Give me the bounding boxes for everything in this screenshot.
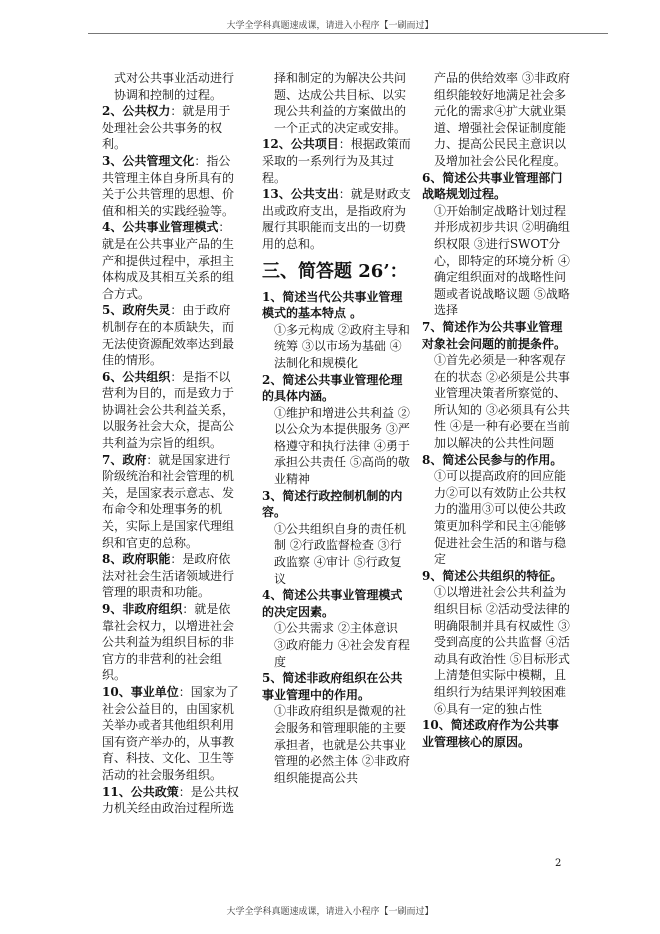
term-definition: ：就是国家进行阶级统治和社会管理的机关，是国家表示意志、发布命令和处理事务的机关，实际上是国家代理组织和官吏的总称。 [102, 452, 235, 550]
term-item [102, 684, 242, 784]
term-definition: ：是公共权力机关经由政治过程所选 [102, 784, 239, 816]
answer: ①维护和增进公共利益 ②以公众为本提供服务 ③严格遵守和执行法律 ④勇于承担公共责任 ⑤高尚的敬业精神 [274, 405, 410, 487]
continuation-text: 择和制定的为解决公共问题、达成公共目标、以实现公共利益的方案做出的一个正式的决定或安排。 [274, 71, 407, 135]
question: 7、简述作为公共事业管理对象社会问题的前提条件。 [422, 319, 567, 351]
term-definition: ：就是在公共事业产品的生产和提供过程中，承担主体构成及其相互关系的组合方式。 [102, 220, 235, 301]
answer: ①多元构成 ②政府主导和统筹 ③以市场为基础 ④法制化和规模化 [274, 322, 410, 370]
answer: ①公共组织自身的责任机制 ②行政监督检查 ③行政监察 ④审计 ⑤行政复议 [274, 521, 407, 586]
term-item [102, 103, 242, 153]
term-label: 8、政府职能 [102, 552, 171, 567]
column-1 [102, 70, 242, 817]
page-number: 2 [555, 858, 562, 869]
column-2 [262, 70, 412, 786]
term-label: 7、政府 [102, 452, 147, 467]
term-item [102, 601, 242, 684]
term-item [102, 551, 242, 601]
term-definition: ：就是财政支出或政府支出，是指政府为履行其职能而支出的一切费用的总和。 [262, 187, 411, 251]
answer: ①以增进社会公共利益为组织目标 ②活动受法律的明确限制并具有权威性 ③受到高度的公共监督 ④活动具有政治性 ⑤目标形式上清楚但实际中模糊，且组织行为结果评判较困难 ⑥具有一定的独占性 [434, 585, 570, 716]
header-rule [88, 33, 608, 34]
question: 3、简述行政控制机制的内容。 [262, 488, 403, 520]
page-header: 大学全学科真题速成课，请进入小程序【一刷而过】 [226, 21, 434, 31]
term-label: 3、公共管理文化 [102, 153, 195, 168]
term-item [102, 153, 242, 219]
term-label: 2、公共权力 [102, 104, 171, 119]
question: 10、简述政府作为公共事业管理核心的原因。 [422, 718, 559, 749]
continuation-text: 产品的供给效率 ③非政府组织能较好地满足社会多元化的需求④扩大就业渠道、增强社会保证制度能力、提高公民民主意识以及增加社会公民化程度。 [434, 71, 570, 168]
answer: ①开始制定战略计划过程并形成初步共识 ②明确组织权限 ③进行SWOT分心，即特定的环境分析 ④确定组织面对的战略性问题或者说战略议题 ⑤战略选择 [434, 203, 570, 318]
term-definition: ：根据政策而采取的一系列行为及其过程。 [262, 137, 411, 185]
answer: ①非政府组织是微观的社会服务和管理职能的主要承担者，也就是公共事业管理的必然主体 ②非政府组织能提高公共 [274, 704, 410, 785]
term-definition: ：指公共管理主体自身所具有的关于公共管理的思想、价值和相关的实践经验等。 [102, 153, 235, 218]
term-definition: ：就是依靠社会权力，以增进社会公共利益为组织目标的非官方的非营利的社会组织。 [102, 602, 235, 683]
term-definition: ：由于政府机制存在的本质缺失，而无法使资源配效率达到最佳的情形。 [102, 303, 235, 368]
question: 1、简述当代公共事业管理模式的基本特点 。 [262, 289, 403, 321]
question: 6、简述公共事业管理部门战略规划过程。 [422, 170, 563, 202]
term-item [102, 369, 242, 452]
question: 4、简述公共事业管理模式的决定因素。 [262, 588, 403, 619]
page-footer: 大学全学科真题速成课，请进入小程序【一刷而过】 [226, 907, 434, 917]
term-label: 12、公共项目 [262, 137, 339, 152]
term-label: 10、事业单位 [102, 684, 179, 699]
continuation-text: 式对公共事业活动进行协调和控制的过程。 [114, 71, 235, 102]
term-item [102, 219, 242, 302]
term-definition: ：国家为了社会公益目的，由国家机关举办或者其他组织利用国有资产举办的，从事教育、科技、文化、卫生等活动的社会服务组织。 [102, 684, 239, 782]
term-definition: ：是政府依法对社会生活诸领域进行管理的职责和功能。 [102, 552, 235, 600]
question: 2、简述公共事业管理伦理的具体内涵。 [262, 372, 403, 404]
section-title: 三、简答题 26’： [262, 260, 408, 282]
term-item [262, 186, 412, 252]
term-item [102, 784, 242, 817]
column-3 [422, 70, 570, 750]
term-label: 5、政府失灵 [102, 303, 171, 318]
question: 8、简述公民参与的作用。 [422, 452, 563, 467]
answer: ①首先必须是一种客观存在的状态 ②必须是公共事业管理决策者所察觉的、所认知的 ③必须具有公共性 ④是一种有必要在当前加以解决的公共性问题 [434, 353, 570, 451]
term-label: 13、公共支出 [262, 187, 339, 202]
term-item [262, 136, 412, 186]
term-label: 11、公共政策 [102, 784, 179, 799]
term-label: 9、非政府组织 [102, 602, 183, 616]
question: 5、简述非政府组织在公共事业管理中的作用。 [262, 671, 403, 702]
term-label: 4、公共事业管理模式 [102, 220, 219, 235]
term-label: 6、公共组织 [102, 369, 171, 384]
term-item [102, 302, 242, 368]
term-item [102, 452, 242, 552]
term-definition: ：是指不以营利为目的，而是致力于协调社会公共利益关系，以服务社会大众，提高公共利益为宗旨的组织。 [102, 369, 235, 451]
question: 9、简述公共组织的特征。 [422, 568, 563, 583]
term-definition: ：就是用于处理社会公共事务的权利。 [102, 104, 231, 152]
answer: ①公共需求 ②主体意识 ③政府能力 ④社会发育程度 [274, 621, 410, 669]
answer: ①可以提高政府的回应能力②可以有效防止公共权力的滥用③可以使公共政策更加科学和民主④能够促进社会生活的和谐与稳定 [434, 469, 567, 567]
